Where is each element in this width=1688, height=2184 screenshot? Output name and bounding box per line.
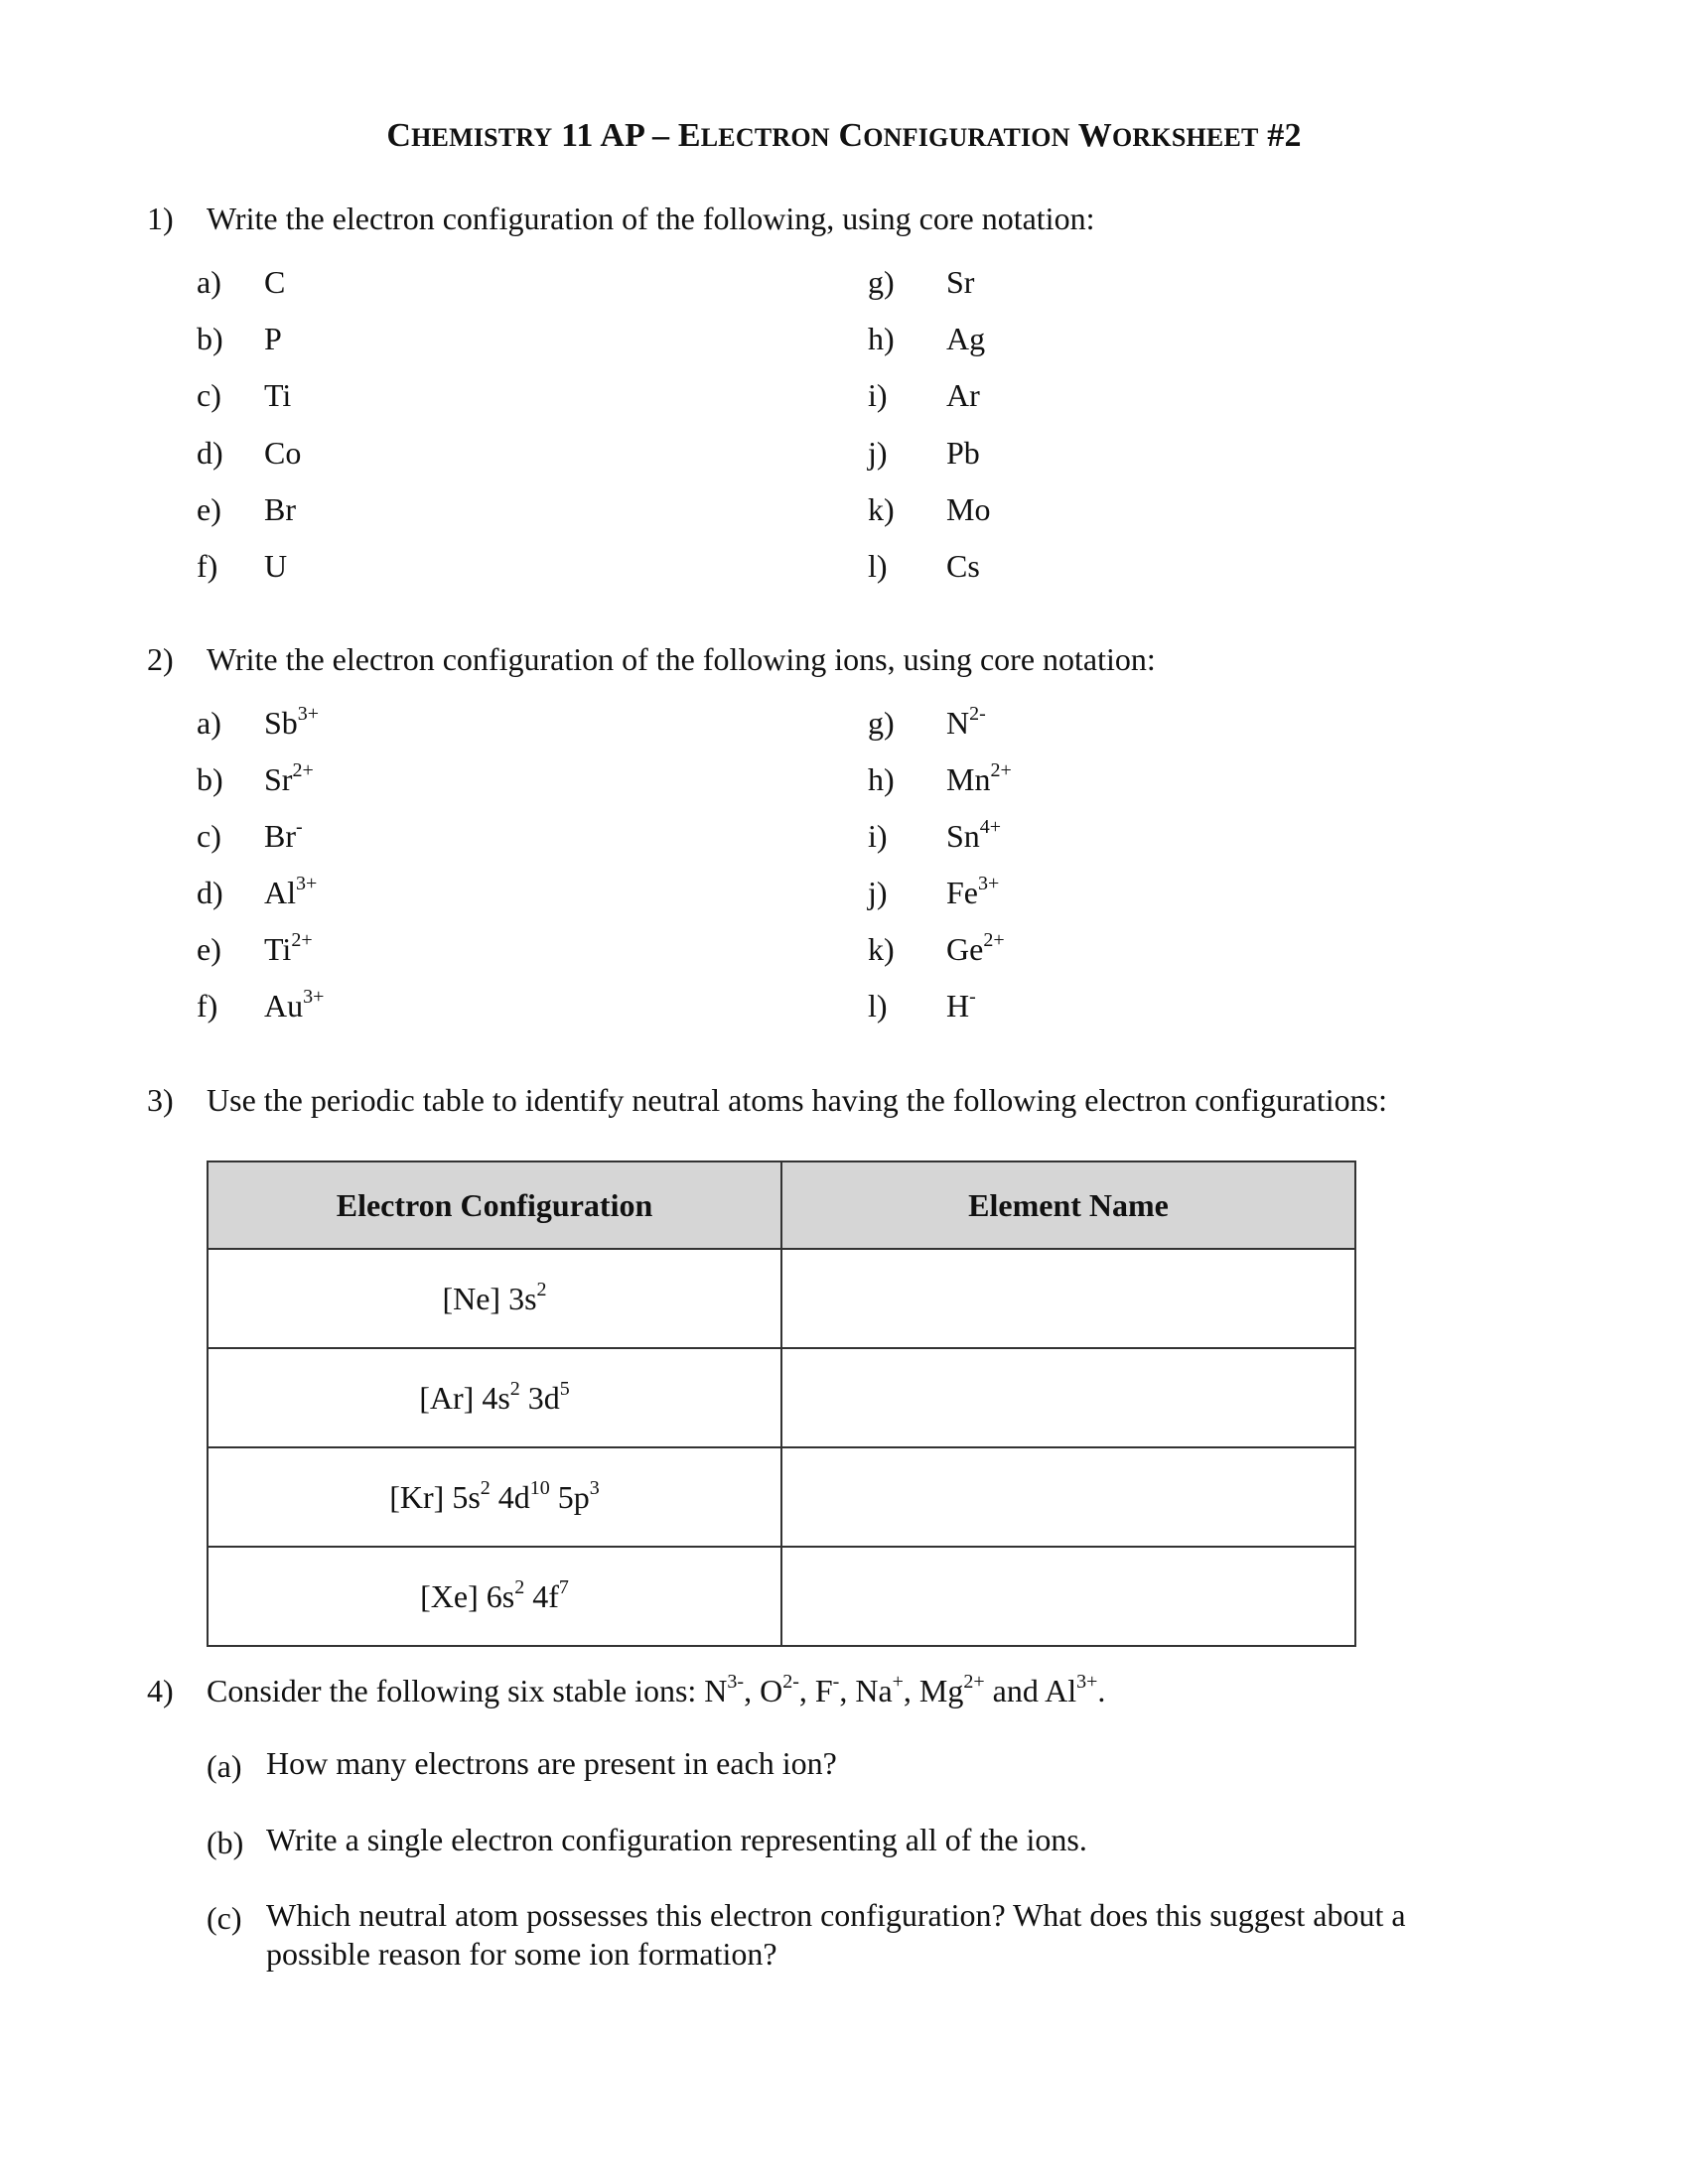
table-row [208, 1447, 1355, 1547]
table-row [208, 1348, 1355, 1447]
worksheet-title: CHEMISTRY 11 AP – ELECTRON CONFIGURATION WORKSHEET #2 [386, 117, 1302, 154]
table-row [208, 1249, 1355, 1348]
q4-number: 4) [147, 1673, 174, 1708]
configuration-table [207, 1160, 1356, 1647]
q4-text: Consider the following six stable ions: $N^{3-}$, $O^{2-}$, F-, Na+, $Mg^{2+}$ and $Al^{3+}$. [207, 1671, 1106, 1708]
element-name-answer-cell[interactable] [781, 1447, 1355, 1547]
config-cell: [Xe] $6s^2$ $4f^7$ [208, 1547, 781, 1646]
config-cell: [Kr] $5s^2$ $4d^{10}$ $5p^3$ [208, 1447, 781, 1547]
header-electron-configuration: Electron Configuration [208, 1161, 781, 1249]
table-row [208, 1547, 1355, 1646]
config-cell: [Ne] $3s^2$ [208, 1249, 781, 1348]
q2-text: Write the electron configuration of the following ions, using core notation: [207, 641, 1156, 677]
config-cell: [Ar] $4s^2$ $3d^5$ [208, 1348, 781, 1447]
q3-number: 3) [147, 1082, 174, 1118]
element-name-answer-cell[interactable] [781, 1547, 1355, 1646]
element-name-answer-cell[interactable] [781, 1348, 1355, 1447]
table-header-row [208, 1161, 1355, 1249]
q1-text: Write the electron configuration of the following, using core notation: [207, 201, 1095, 236]
q3-text: Use the periodic table to identify neutral atoms having the following electron configurations: [207, 1082, 1387, 1118]
header-element-name: Element Name [781, 1161, 1355, 1249]
element-name-answer-cell[interactable] [781, 1249, 1355, 1348]
q2-number: 2) [147, 641, 174, 677]
q1-number: 1) [147, 201, 174, 236]
